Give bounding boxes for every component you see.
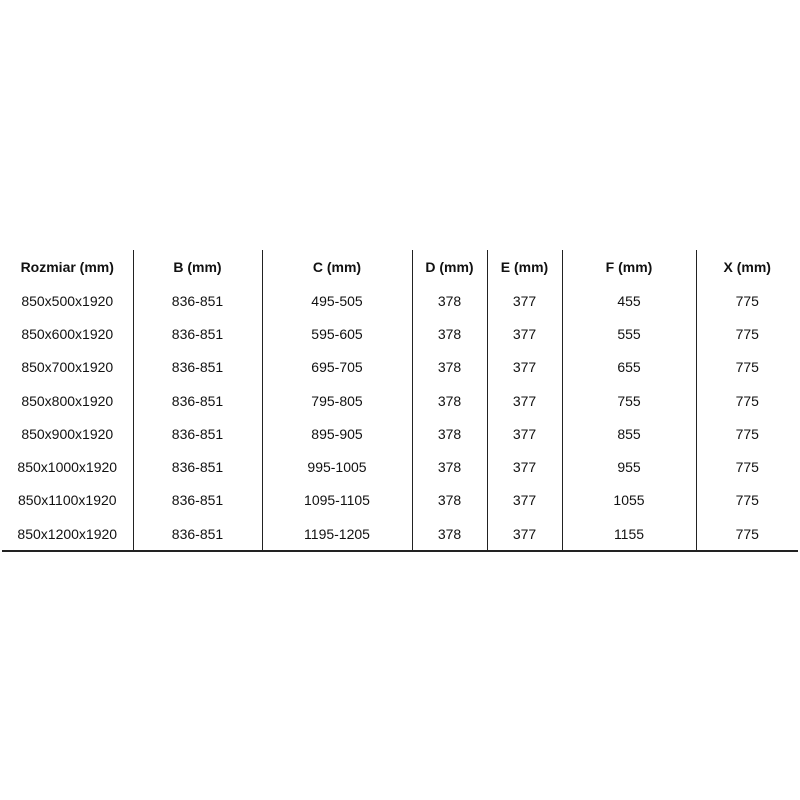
table-cell: 995-1005 [262, 450, 412, 483]
table-cell: 378 [412, 484, 487, 517]
column-header-e: E (mm) [487, 250, 562, 284]
column-header-d: D (mm) [412, 250, 487, 284]
table-row [2, 417, 798, 450]
table-cell: 555 [562, 317, 696, 350]
table-cell: 1195-1205 [262, 517, 412, 551]
table-cell: 378 [412, 384, 487, 417]
table-cell: 836-851 [133, 417, 262, 450]
column-header-f: F (mm) [562, 250, 696, 284]
table-cell: 378 [412, 317, 487, 350]
table-cell: 378 [412, 284, 487, 317]
table-cell: 595-605 [262, 317, 412, 350]
table-cell: 378 [412, 450, 487, 483]
table-cell: 377 [487, 317, 562, 350]
column-header-rozmiar: Rozmiar (mm) [2, 250, 133, 284]
table-row [2, 284, 798, 317]
table-cell: 836-851 [133, 317, 262, 350]
table-cell: 378 [412, 417, 487, 450]
table-cell: 955 [562, 450, 696, 483]
table-row [2, 517, 798, 551]
table-cell: 495-505 [262, 284, 412, 317]
table-row [2, 384, 798, 417]
table-cell: 836-851 [133, 384, 262, 417]
column-header-c: C (mm) [262, 250, 412, 284]
table-cell: 836-851 [133, 484, 262, 517]
table-cell: 775 [696, 450, 798, 483]
table-cell: 695-705 [262, 351, 412, 384]
table-cell: 378 [412, 351, 487, 384]
table-cell: 836-851 [133, 517, 262, 551]
table-cell: 836-851 [133, 284, 262, 317]
table-cell: 795-805 [262, 384, 412, 417]
table-cell: 850x600x1920 [2, 317, 133, 350]
table-cell: 655 [562, 351, 696, 384]
table-cell: 775 [696, 351, 798, 384]
table-row [2, 317, 798, 350]
table-cell: 377 [487, 351, 562, 384]
table-cell: 850x1000x1920 [2, 450, 133, 483]
table-cell: 1095-1105 [262, 484, 412, 517]
table-header-row [2, 250, 798, 284]
table-cell: 378 [412, 517, 487, 551]
table-cell: 377 [487, 284, 562, 317]
table-cell: 775 [696, 384, 798, 417]
table-cell: 850x1100x1920 [2, 484, 133, 517]
table-cell: 1155 [562, 517, 696, 551]
table-cell: 836-851 [133, 450, 262, 483]
table-cell: 377 [487, 517, 562, 551]
table-cell: 850x700x1920 [2, 351, 133, 384]
table-cell: 855 [562, 417, 696, 450]
table-row [2, 484, 798, 517]
dimensions-table-container [2, 250, 798, 552]
table-cell: 850x900x1920 [2, 417, 133, 450]
table-cell: 1055 [562, 484, 696, 517]
table-cell: 377 [487, 484, 562, 517]
table-row [2, 450, 798, 483]
table-cell: 775 [696, 517, 798, 551]
table-cell: 850x1200x1920 [2, 517, 133, 551]
table-cell: 775 [696, 484, 798, 517]
table-row [2, 351, 798, 384]
table-cell: 895-905 [262, 417, 412, 450]
table-cell: 377 [487, 384, 562, 417]
column-header-x: X (mm) [696, 250, 798, 284]
table-cell: 455 [562, 284, 696, 317]
column-header-b: B (mm) [133, 250, 262, 284]
dimensions-table [2, 250, 798, 552]
table-cell: 775 [696, 317, 798, 350]
table-cell: 850x800x1920 [2, 384, 133, 417]
table-cell: 850x500x1920 [2, 284, 133, 317]
table-cell: 755 [562, 384, 696, 417]
table-cell: 836-851 [133, 351, 262, 384]
table-cell: 775 [696, 417, 798, 450]
table-cell: 377 [487, 450, 562, 483]
table-cell: 775 [696, 284, 798, 317]
table-cell: 377 [487, 417, 562, 450]
